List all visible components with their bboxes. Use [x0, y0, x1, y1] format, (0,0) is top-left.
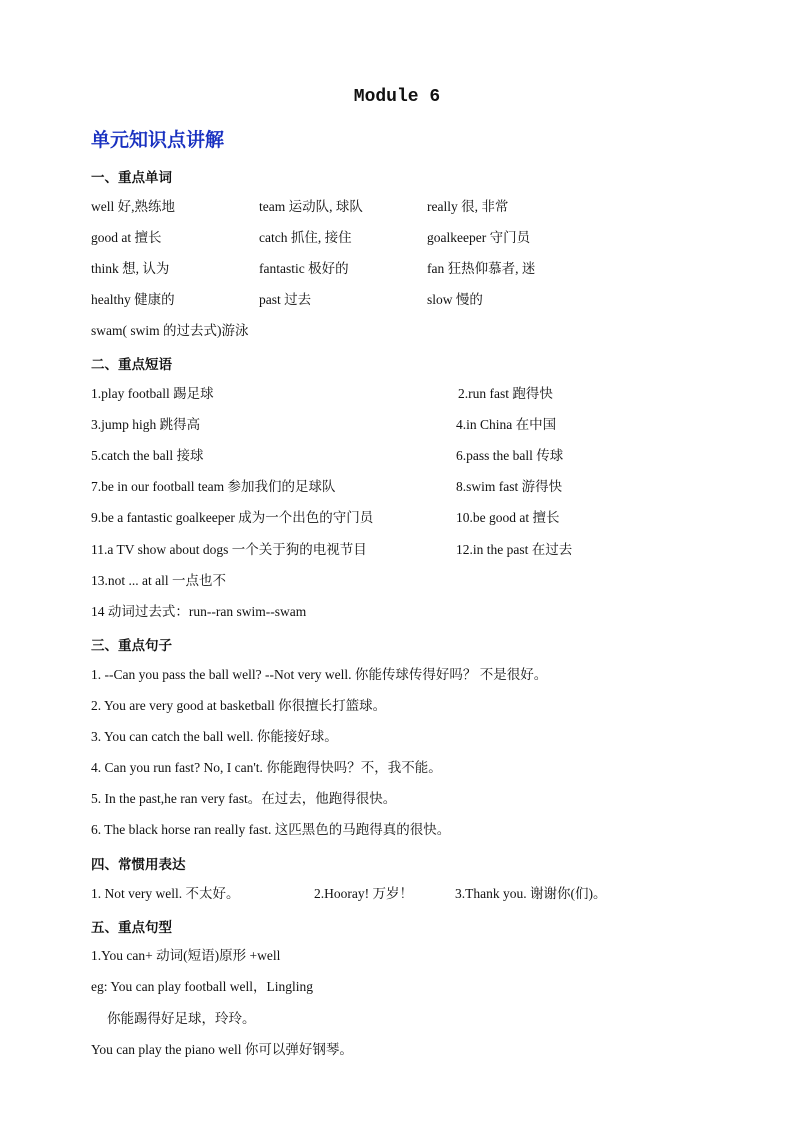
vocab-item: swam( swim 的过去式)游泳: [91, 323, 249, 338]
vocab-item: fantastic 极好的: [259, 261, 349, 276]
vocab-item: catch 抓住, 接住: [259, 230, 352, 245]
pattern-example: eg: You can play football well，Lingling: [91, 979, 313, 994]
vocab-item: goalkeeper 守门员: [427, 230, 531, 245]
section-heading-vocab: 一、重点单词: [91, 170, 172, 186]
phrase-item: 7.be in our football team 参加我们的足球队: [91, 479, 336, 494]
section-heading-expressions: 四、常惯用表达: [91, 857, 186, 873]
pattern-example: You can play the piano well 你可以弹好钢琴。: [91, 1042, 353, 1057]
vocab-item: well 好,熟练地: [91, 199, 175, 214]
section-heading-phrases: 二、重点短语: [91, 357, 172, 373]
vocab-item: past 过去: [259, 292, 312, 307]
pattern-example-translation: 你能踢得好足球，玲玲。: [107, 1011, 256, 1026]
section-heading-patterns: 五、重点句型: [91, 920, 172, 936]
phrase-item: 4.in China 在中国: [456, 417, 557, 432]
phrase-item: 6.pass the ball 传球: [456, 448, 564, 463]
section-heading-sentences: 三、重点句子: [91, 638, 172, 654]
sentence-item: 6. The black horse ran really fast. 这匹黑色的马跑得真的很快。: [91, 822, 451, 837]
vocab-item: really 很, 非常: [427, 199, 509, 214]
page-title: Module 6: [353, 87, 441, 107]
sentence-item: 5. In the past,he ran very fast。在过去，他跑得很快。: [91, 791, 397, 806]
vocab-item: good at 擅长: [91, 230, 162, 245]
phrase-item: 2.run fast 跑得快: [458, 386, 553, 401]
phrase-item: 10.be good at 擅长: [456, 510, 560, 525]
vocab-item: fan 狂热仰慕者, 迷: [427, 261, 536, 276]
phrase-item: 13.not ... at all 一点也不: [91, 573, 226, 588]
pattern-item: 1.You can+ 动词(短语)原形 +well: [91, 948, 281, 963]
phrase-item: 5.catch the ball 接球: [91, 448, 204, 463]
phrase-item: 14 动词过去式：run--ran swim--swam: [91, 604, 307, 619]
unit-heading: 单元知识点讲解: [91, 129, 225, 151]
expression-item: 2.Hooray! 万岁！: [314, 886, 413, 901]
sentence-item: 2. You are very good at basketball 你很擅长打篮球。: [91, 698, 387, 713]
vocab-item: team 运动队, 球队: [259, 199, 363, 214]
vocab-item: slow 慢的: [427, 292, 483, 307]
phrase-item: 1.play football 踢足球: [91, 386, 214, 401]
sentence-item: 3. You can catch the ball well. 你能接好球。: [91, 729, 338, 744]
vocab-item: think 想, 认为: [91, 261, 170, 276]
phrase-item: 12.in the past 在过去: [456, 542, 573, 557]
expression-item: 3.Thank you. 谢谢你(们)。: [455, 886, 607, 901]
vocab-item: healthy 健康的: [91, 292, 175, 307]
phrase-item: 11.a TV show about dogs 一个关于狗的电视节目: [91, 542, 367, 557]
expression-item: 1. Not very well. 不太好。: [91, 886, 240, 901]
phrase-item: 9.be a fantastic goalkeeper 成为一个出色的守门员: [91, 510, 374, 525]
phrase-item: 3.jump high 跳得高: [91, 417, 201, 432]
sentence-item: 1. --Can you pass the ball well? --Not very well. 你能传球传得好吗？ 不是很好。: [91, 667, 548, 682]
phrase-item: 8.swim fast 游得快: [456, 479, 563, 494]
sentence-item: 4. Can you run fast? No, I can't. 你能跑得快吗？不，我不能。: [91, 760, 442, 775]
